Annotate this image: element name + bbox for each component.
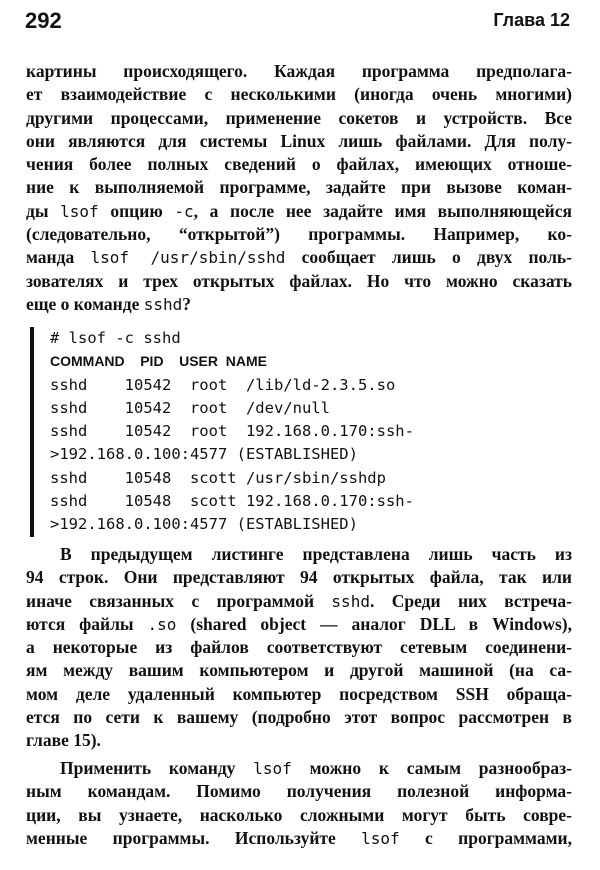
text: сообщает лишь о двух поль-: [285, 247, 572, 268]
text: Применить команду: [60, 758, 254, 778]
paragraph-1: [26, 60, 572, 316]
inline-code: lsof /usr/sbin/sshd: [90, 248, 286, 268]
text-line: картины происходящего. Каждая программа предполага-: [26, 61, 572, 81]
text: . Среди них встреча-: [369, 590, 572, 611]
text: ются файлы: [26, 613, 148, 634]
listing-row: >192.168.0.100:4577 (ESTABLISHED): [50, 515, 358, 534]
paragraph-2: [26, 543, 572, 753]
text-line: 94 строк. Они представляют 94 открытых файла, так или: [26, 567, 572, 588]
text: с программами,: [399, 827, 572, 848]
listing-row: >192.168.0.100:4577 (ESTABLISHED): [50, 445, 358, 464]
text-line: ным командам. Помимо получения полезной информа-: [26, 781, 572, 802]
text-line: В предыдущем листинге представлена лишь часть из: [60, 544, 572, 564]
text-line: [26, 757, 572, 780]
text: иначе связанных с программой: [26, 590, 332, 611]
text-line: ям между вашим компьютером и другой машиной (на са-: [26, 660, 572, 681]
text-line: [26, 827, 572, 850]
text-line: чения более полных сведений о файлах, имеющих отноше-: [26, 154, 572, 175]
text-line: [26, 200, 572, 223]
text-line: зователях и трех открытых файлах. Но что можно сказать: [26, 270, 572, 291]
page-number: 292: [25, 8, 62, 33]
text-line: мом деле удаленный компьютер посредством SSH обраща-: [26, 683, 572, 704]
text-line: ние к выполняемой программе, задайте при вызове коман-: [26, 177, 572, 198]
text: можно к самым разнообраз-: [291, 758, 572, 778]
text: , а после нее задайте имя выполняющейся: [193, 200, 572, 221]
text: опцию: [98, 200, 175, 221]
text: ?: [182, 293, 191, 314]
chapter-title: Глава 12: [493, 10, 570, 30]
inline-code: lsof: [60, 201, 99, 221]
listing-command: # lsof -c sshd: [50, 329, 181, 347]
text-line: (следовательно, “открытой”) программы. Например, ко-: [26, 224, 572, 245]
text-line: [26, 293, 572, 316]
listing-row: sshd 10542 root /dev/null: [50, 398, 330, 417]
text-line: они являются для системы Linux лишь файлами. Для полу-: [26, 130, 572, 151]
listing-header: COMMAND PID USER NAME: [50, 353, 268, 370]
text-line: [26, 590, 572, 613]
text-line: главе 15).: [26, 730, 101, 751]
text-line: ет взаимодействие с несколькими (иногда очень многими): [26, 84, 572, 105]
listing-row: sshd 10542 root /lib/ld-2.3.5.so: [50, 375, 396, 394]
text-line: другими процессами, применение сокетов и устройств. Все: [26, 107, 572, 128]
inline-code: .so: [147, 614, 177, 634]
listing-row: sshd 10542 root 192.168.0.170:ssh-: [50, 422, 414, 441]
text-line: [26, 613, 572, 636]
text: манда: [26, 247, 91, 268]
text: менные программы. Используйте: [26, 827, 362, 848]
paragraph-3: [26, 757, 572, 850]
inline-code: sshd: [331, 591, 370, 611]
inline-code: lsof: [361, 828, 400, 848]
inline-code: lsof: [253, 759, 292, 778]
code-listing: [30, 327, 590, 537]
text: еще о команде: [26, 293, 144, 314]
text: (shared object — аналог DLL в Windows),: [176, 613, 572, 634]
text-line: ется по сети к вашему (подробно этот вопрос рассмотрен в: [26, 707, 572, 728]
listing-row: sshd 10548 scott 192.168.0.170:ssh-: [50, 492, 414, 511]
text: ды: [26, 200, 61, 221]
listing-row: sshd 10548 scott /usr/sbin/sshdp: [50, 468, 386, 487]
text-line: ции, вы узнаете, насколько сложными могут быть совре-: [26, 804, 572, 825]
inline-code: sshd: [143, 294, 183, 314]
inline-code: -c: [174, 201, 194, 221]
text-line: [26, 246, 572, 269]
text-line: а некоторые из файлов соответствуют сетевым соединени-: [26, 637, 572, 658]
